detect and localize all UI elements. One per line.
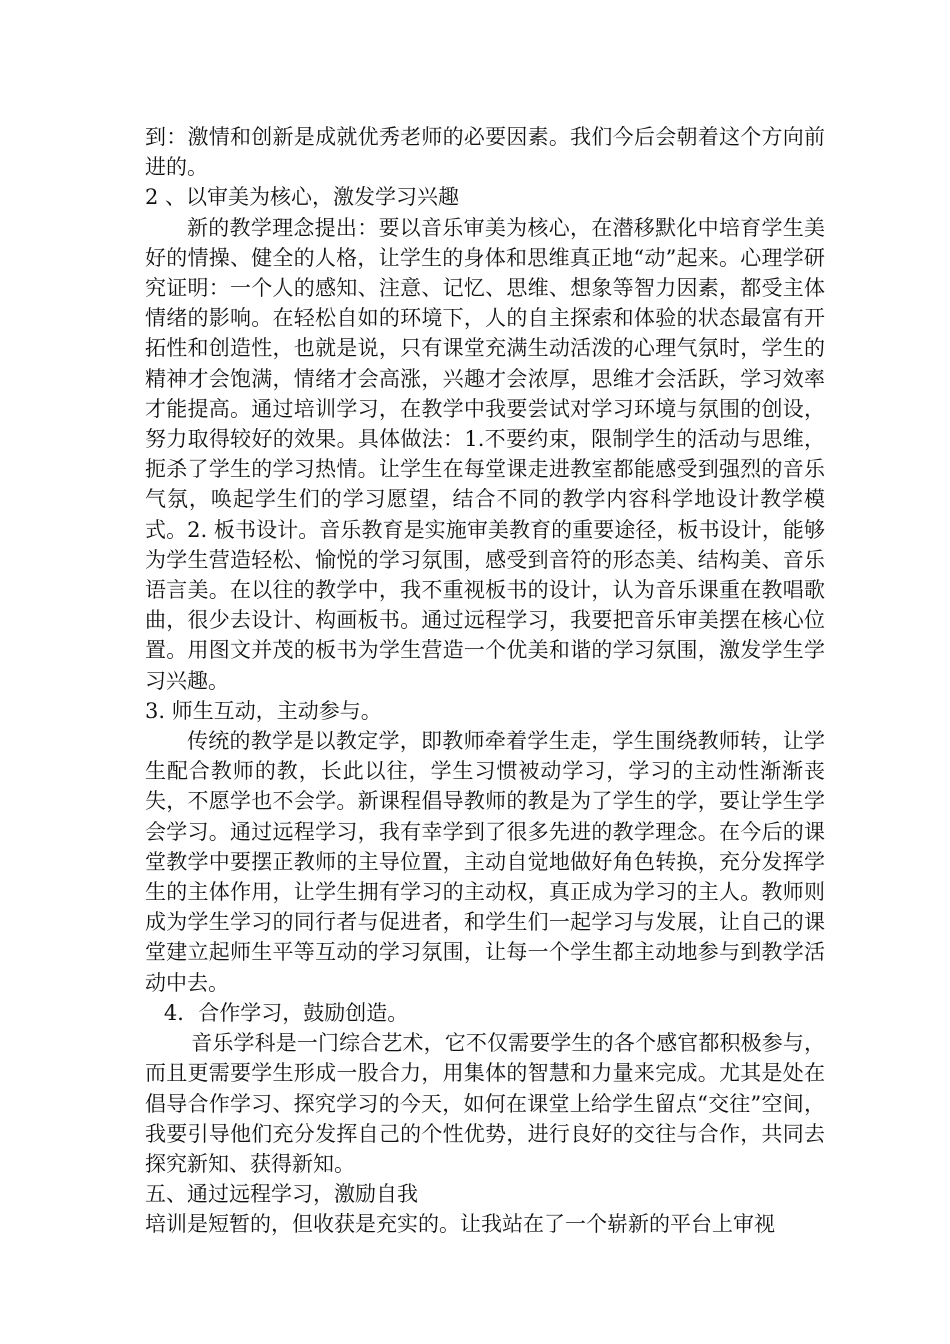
paragraph-aesthetics: 新的教学理念提出：要以音乐审美为核心，在潜移默化中培育学生美好的情操、健全的人格，让学生的身体和思维真正地“动”起来。心理学研究证明：一个人的感知、注意、记忆、思维、想象等智力因素，都受主体情绪的影响。在轻松自如的环境下，人的自主探索和体验的状态最富有开拓性和创造性，也就是说，只有课堂充满生动活泼的心理气氛时，学生的精神才会饱满，情绪才会高涨，兴趣才会浓厚，思维才会活跃，学习效率才能提高。通过培训学习，在教学中我要尝试对学习环境与氛围的创设，努力取得较好的效果。具体做法：1.不要约束，限制学生的活动与思维，扼杀了学生的学习热情。让学生在每堂课走进教室都能感受到强烈的音乐气氛，唤起学生们的学习愿望，结合不同的教学内容科学地设计教学模式。2. 板书设计。音乐教育是实施审美教育的重要途径，板书设计，能够为学生营造轻松、愉悦的学习氛围，感受到音符的形态美、结构美、音乐语言美。在以往的教学中，我不重视板书的设计，认为音乐课重在教唱歌曲，很少去设计、构画板书。通过远程学习，我要把音乐审美摆在核心位置。用图文并茂的板书为学生营造一个优美和谐的学习氛围，激发学生学习兴趣。 (145, 215, 825, 693)
section-heading-2: 2 、以审美为核心，激发学习兴趣 (145, 185, 460, 210)
section-heading-5: 五、通过远程学习，激励自我 (145, 1182, 418, 1207)
section-heading-4: 4．合作学习，鼓励创造。 (163, 1000, 409, 1025)
paragraph-cooperation: 音乐学科是一门综合艺术，它不仅需要学生的各个感官都积极参与，而且更需要学生形成一股合力，用集体的智慧和力量来完成。尤其是处在倡导合作学习、探究学习的今天，如何在课堂上给学生留点“交往”空间，我要引导他们充分发挥自己的个性优势，进行良好的交往与合作，共同去探究新知、获得新知。 (145, 1031, 825, 1176)
paragraph-training: 培训是短暂的，但收获是充实的。让我站在了一个崭新的平台上审视 (145, 1212, 775, 1237)
paragraph-continuation: 到：激情和创新是成就优秀老师的必要因素。我们今后会朝着这个方向前进的。 (145, 125, 825, 180)
document-body (145, 122, 825, 1240)
section-heading-3: 3. 师生互动，主动参与。 (145, 698, 382, 723)
paragraph-interaction: 传统的教学是以教定学，即教师牵着学生走，学生围绕教师转，让学生配合教师的教，长此以往，学生习惯被动学习，学习的主动性渐渐丧失，不愿学也不会学。新课程倡导教师的教是为了学生的学，要让学生学会学习。通过远程学习，我有幸学到了很多先进的教学理念。在今后的课堂教学中要摆正教师的主导位置，主动自觉地做好角色转换，充分发挥学生的主体作用，让学生拥有学习的主动权，真正成为学习的主人。教师则成为学生学习的同行者与促进者，和学生们一起学习与发展，让自己的课堂建立起师生平等互动的学习氛围，让每一个学生都主动地参与到教学活动中去。 (145, 729, 825, 995)
